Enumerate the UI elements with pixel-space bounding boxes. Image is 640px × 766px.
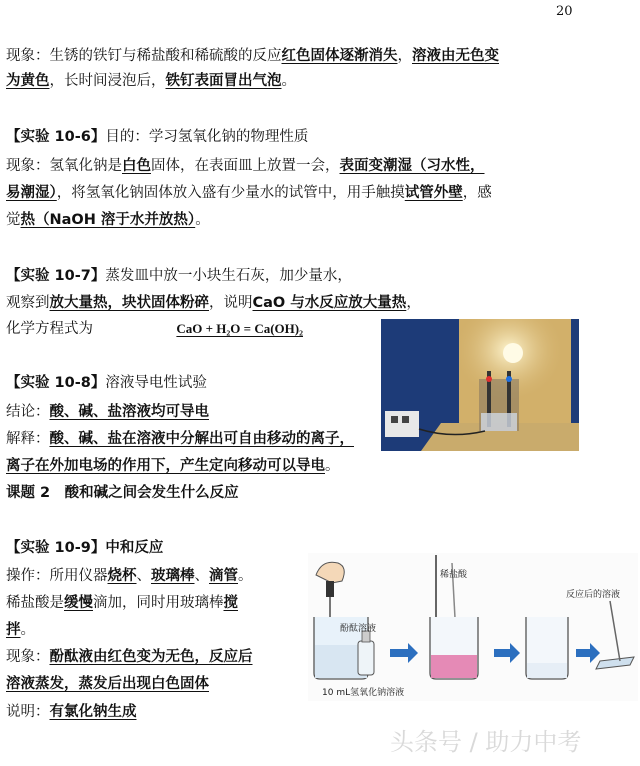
exp-10-9-answer: 酚酞液由红色变为无色，反应后 bbox=[49, 649, 253, 665]
hcl-label: 稀盐酸 bbox=[440, 570, 468, 580]
apparatus-illustration bbox=[381, 319, 579, 451]
exp-10-9-text: 。 bbox=[20, 622, 35, 638]
exp-10-6-heading bbox=[6, 126, 308, 148]
exp-10-8-answer: 酸、碱、盐在溶液中分解出可自由移动的离子， bbox=[49, 431, 354, 447]
rust-answer-3: 为黄色 bbox=[6, 73, 50, 89]
rust-prefix: 现象：生锈的铁钉与稀盐酸和稀硫酸的反应 bbox=[6, 48, 282, 64]
exp-10-6-text: 觉 bbox=[6, 212, 21, 228]
exp-10-9-title: 【实验 10-9】中和反应 bbox=[6, 540, 164, 556]
exp-10-7-title: 【实验 10-7】 bbox=[6, 268, 106, 284]
exp-10-6-line-2 bbox=[6, 182, 492, 204]
exp-10-6-answer: 白色 bbox=[122, 158, 151, 174]
exp-10-7-text: ， bbox=[406, 295, 421, 311]
exp-10-9-text: 。 bbox=[238, 568, 253, 584]
exp-10-8-line-2 bbox=[6, 401, 209, 423]
exp-10-6-answer: 表面变潮湿（习水性， bbox=[339, 158, 485, 174]
exp-10-6-text: ，感 bbox=[462, 185, 492, 201]
page-number: 20 bbox=[556, 4, 573, 19]
exp-10-9-line-3 bbox=[6, 619, 35, 641]
exp-10-7-text: ，说明 bbox=[209, 295, 253, 311]
exp-10-6-line-3 bbox=[6, 209, 210, 231]
rust-mid: ，长时间浸泡后， bbox=[49, 73, 166, 89]
exp-10-6-line-1 bbox=[6, 155, 485, 177]
exp-10-8-text: 溶液导电性试验 bbox=[105, 375, 207, 391]
exp-10-9-line-2 bbox=[6, 592, 238, 614]
rust-end: 。 bbox=[281, 73, 296, 89]
arrow-icon bbox=[390, 643, 418, 663]
after-reaction-label: 反应后的溶液 bbox=[566, 590, 621, 600]
exp-10-9-answer: 玻璃棒 bbox=[151, 568, 195, 584]
exp-10-8-line-3 bbox=[6, 428, 354, 450]
exp-10-8-answer: 酸、碱、盐溶液均可导电 bbox=[49, 404, 209, 420]
exp-10-8-text: 解释： bbox=[6, 431, 50, 447]
exp-10-9-line-6 bbox=[6, 701, 137, 723]
rust-answer-1: 红色固体逐渐消失 bbox=[281, 48, 398, 64]
exp-10-9-line-5 bbox=[6, 673, 209, 695]
exp-10-7-line-3 bbox=[6, 318, 303, 340]
exp-10-7-answer: 放大量热，块状固体粉碎 bbox=[49, 295, 209, 311]
exp-10-9-line-4 bbox=[6, 646, 253, 668]
rust-sep: ， bbox=[397, 48, 412, 64]
chemical-equation: CaO + H₂O = Ca(OH)₂ bbox=[176, 321, 303, 336]
conductivity-apparatus-photo bbox=[381, 319, 579, 451]
exp-10-9-answer: 滴管 bbox=[209, 568, 238, 584]
exp-10-7-text: 观察到 bbox=[6, 295, 50, 311]
exp-10-8-line-4 bbox=[6, 455, 340, 477]
rust-answer-2: 溶液由无色变 bbox=[412, 48, 499, 64]
phenolphthalein-label: 酚酞溶液 bbox=[340, 624, 377, 634]
rust-line-1 bbox=[6, 45, 499, 67]
watermark: 头条号 / 助力中考 bbox=[390, 728, 582, 756]
exp-10-9-text: 滴加，同时用玻璃棒 bbox=[93, 595, 224, 611]
exp-10-9-heading bbox=[6, 537, 163, 559]
exp-10-6-answer: 易潮湿） bbox=[6, 185, 57, 201]
exp-10-8-line-1 bbox=[6, 372, 207, 394]
exp-10-6-answer: 试管外壁 bbox=[404, 185, 463, 201]
exp-10-9-answer: 溶液蒸发，蒸发后出现白色固体 bbox=[6, 676, 209, 692]
exp-10-6-text: ，将氢氧化钠固体放入盛有少量水的试管中，用手触摸 bbox=[56, 185, 405, 201]
neutralization-figure bbox=[308, 553, 638, 701]
arrow-icon bbox=[494, 643, 520, 663]
exp-10-8-text: 。 bbox=[325, 458, 340, 474]
exp-10-9-line-1 bbox=[6, 565, 253, 587]
exp-10-9-answer: 搅 bbox=[223, 595, 238, 611]
rust-answer-4: 铁钉表面冒出气泡 bbox=[165, 73, 282, 89]
exp-10-6-purpose: 目的：学习氢氧化钠的物理性质 bbox=[105, 129, 309, 145]
exp-10-7-text: 化学方程式为 bbox=[6, 321, 93, 337]
exp-10-9-answer: 烧杯 bbox=[107, 568, 137, 584]
exp-10-9-text: 、 bbox=[136, 568, 151, 584]
exp-10-8-title: 【实验 10-8】 bbox=[6, 375, 106, 391]
exp-10-8-text: 结论： bbox=[6, 404, 50, 420]
neutralization-diagram bbox=[308, 553, 638, 701]
exp-10-6-text: 固体，在表面皿上放置一会， bbox=[151, 158, 340, 174]
exp-10-9-text: 稀盐酸是 bbox=[6, 595, 64, 611]
exp-10-6-text: 现象：氢氧化钠是 bbox=[6, 158, 122, 174]
exp-10-7-text: 蒸发皿中放一小块生石灰，加少量水， bbox=[105, 268, 352, 284]
exp-10-9-text: 说明： bbox=[6, 704, 50, 720]
rust-line-2 bbox=[6, 70, 296, 92]
exp-10-7-answer: CaO 与水反应放大量热 bbox=[252, 295, 407, 311]
exp-10-6-text: 。 bbox=[195, 212, 210, 228]
arrow-icon bbox=[576, 643, 600, 663]
exp-10-9-text: 操作：所用仪器 bbox=[6, 568, 108, 584]
exp-10-9-text: 、 bbox=[194, 568, 209, 584]
lesson-title: 课题 2 酸和碱之间会发生什么反应 bbox=[6, 485, 239, 501]
exp-10-6-answer: 热（NaOH 溶于水并放热） bbox=[20, 212, 196, 228]
exp-10-7-line-2 bbox=[6, 292, 421, 314]
exp-10-6-title: 【实验 10-6】 bbox=[6, 129, 106, 145]
exp-10-9-answer: 拌 bbox=[6, 622, 21, 638]
exp-10-7-line-1 bbox=[6, 265, 352, 287]
naoh-label: 10 mL氢氧化钠溶液 bbox=[322, 688, 405, 698]
exp-10-9-answer: 缓慢 bbox=[64, 595, 93, 611]
exp-10-9-answer: 有氯化钠生成 bbox=[49, 704, 137, 720]
exp-10-8-answer: 离子在外加电场的作用下，产生定向移动可以导电 bbox=[6, 458, 325, 474]
exp-10-9-text: 现象： bbox=[6, 649, 50, 665]
